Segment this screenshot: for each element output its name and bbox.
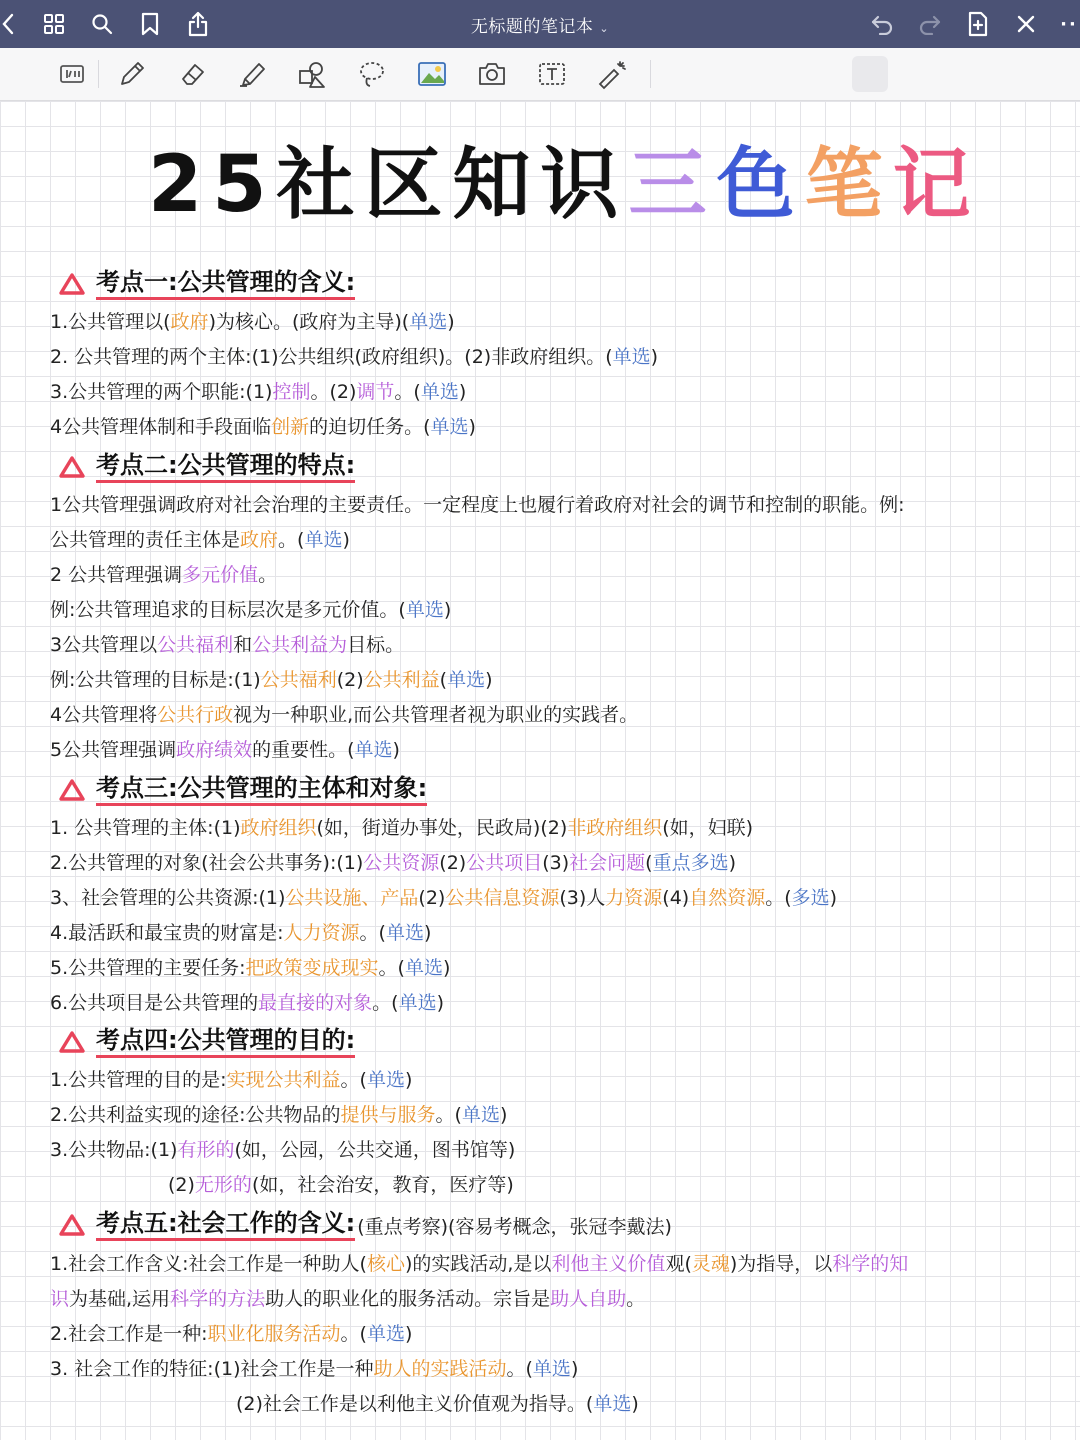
chevron-down-icon: ⌄	[599, 22, 610, 35]
question-type-tag: 重点多选	[652, 852, 729, 874]
note-text: (2)	[168, 1174, 195, 1196]
question-type-tag: 单选	[532, 1358, 571, 1380]
read-only-mode-icon[interactable]	[56, 58, 88, 90]
note-text: 3公共管理以	[50, 634, 158, 656]
section-heading-text: 考点三:公共管理的主体和对象:	[96, 774, 427, 806]
note-text: 。(	[506, 1358, 533, 1380]
note-text: )	[447, 311, 455, 333]
note-text: )	[443, 599, 452, 621]
key-term: 助人自助	[550, 1288, 627, 1310]
key-term: 科学的知	[832, 1253, 909, 1275]
key-term: 政府绩效	[176, 739, 253, 761]
note-text: 观(	[665, 1253, 692, 1275]
key-term: 力资源	[605, 887, 663, 909]
note-text: )	[570, 1358, 579, 1380]
note-line	[50, 1321, 412, 1347]
note-line	[50, 885, 837, 911]
key-term: 调节	[356, 381, 395, 403]
note-line	[50, 920, 431, 946]
question-type-tag: 单选	[447, 669, 486, 691]
note-text: 2 公共管理强调	[50, 564, 183, 586]
key-term: 提供与服务	[340, 1104, 436, 1126]
note-text: 4公共管理体制和手段面临	[50, 416, 272, 438]
section-heading-text: 考点一:公共管理的含义:	[96, 268, 355, 300]
question-type-tag: 单选	[430, 416, 469, 438]
note-text: 。(	[278, 529, 305, 551]
key-term: 识	[50, 1288, 70, 1310]
note-text: )	[650, 346, 659, 368]
key-term: 政府	[240, 529, 279, 551]
section-heading-text: 考点二:公共管理的特点:	[96, 451, 355, 483]
note-text: 助人的职业化的服务活动。宗旨是	[265, 1288, 551, 1310]
note-text: )	[468, 416, 476, 438]
page-title-main: 25社区知识	[148, 140, 629, 230]
note-text: )	[458, 381, 467, 403]
key-term: 公共福利	[260, 669, 337, 691]
camera-icon[interactable]	[476, 58, 508, 90]
image-insert-icon[interactable]	[416, 58, 448, 90]
key-term: 多元价值	[182, 564, 259, 586]
note-text: 。	[258, 564, 278, 586]
note-text: )	[404, 1069, 413, 1091]
note-text: 。(	[340, 1323, 367, 1345]
note-text: 1. 公共管理的主体:(1)	[50, 817, 241, 839]
key-term: 非政府组织	[567, 817, 663, 839]
question-type-tag: 单选	[366, 1323, 405, 1345]
warning-triangle-icon	[58, 455, 86, 479]
note-line	[50, 344, 658, 370]
question-type-tag: 单选	[366, 1069, 405, 1091]
key-term: 助人的实践活动	[373, 1358, 507, 1380]
note-text: 。(2)	[310, 381, 357, 403]
key-term: 核心	[366, 1253, 405, 1275]
note-line	[50, 702, 638, 728]
note-text: 4.最活跃和最宝贵的财富是:	[50, 922, 284, 944]
note-line	[50, 527, 350, 553]
note-text: 3.公共物品:(1)	[50, 1139, 178, 1161]
question-type-tag: 单选	[409, 311, 448, 333]
note-text: )为核心。(政府为主导)(	[208, 311, 410, 333]
section-heading-text: 考点五:社会工作的含义:	[96, 1209, 355, 1241]
key-term: 公共福利	[157, 634, 234, 656]
toolbar-divider	[98, 60, 99, 88]
section-heading	[58, 773, 427, 807]
key-term: 政府组织	[240, 817, 317, 839]
note-line	[236, 1391, 639, 1417]
note-text: 2. 公共管理的两个主体:(1)公共组织(政府组织)。(2)非政府组织。(	[50, 346, 613, 368]
note-line	[50, 562, 277, 588]
note-text: 1.公共管理以(	[50, 311, 171, 333]
key-term: 政府	[170, 311, 209, 333]
note-text: 2.公共管理的对象(社会公共事务):(1)	[50, 852, 364, 874]
top-navigation-bar	[0, 0, 1080, 48]
key-term: 实现公共利益	[226, 1069, 341, 1091]
key-term: 公共行政	[157, 704, 234, 726]
section-heading	[58, 450, 355, 484]
note-text: 6.公共项目是公共管理的	[50, 992, 259, 1014]
note-text: 3.公共管理的两个职能:(1)	[50, 381, 273, 403]
note-line	[168, 1172, 514, 1198]
note-text: 例:公共管理的目标是:(1)	[50, 669, 261, 691]
section-heading-text: 考点四:公共管理的目的:	[96, 1026, 355, 1058]
question-type-tag: 单选	[354, 739, 393, 761]
key-term: 社会问题	[569, 852, 646, 874]
note-text: (如，妇联)	[662, 817, 754, 839]
note-text: (如，公园，公共交通，图书馆等)	[234, 1139, 516, 1161]
note-text: (2)	[439, 852, 467, 874]
note-text: 的迫切任务。(	[309, 416, 431, 438]
more-options-icon[interactable]: ··	[1060, 13, 1078, 35]
note-text: 2.社会工作是一种:	[50, 1323, 208, 1345]
note-text: )	[423, 922, 432, 944]
text-tool-icon[interactable]	[536, 58, 568, 90]
note-text: 1.社会工作含义:社会工作是一种助人(	[50, 1253, 367, 1275]
note-text: 5公共管理强调	[50, 739, 177, 761]
note-text: 视为一种职业,而公共管理者视为职业的实践者。	[233, 704, 639, 726]
note-text: )的实践活动,是以	[404, 1253, 552, 1275]
note-text: )	[485, 669, 493, 691]
note-line	[50, 1102, 507, 1128]
add-page-icon[interactable]	[964, 10, 992, 38]
key-term: 利他主义价值	[551, 1253, 666, 1275]
section-heading	[58, 267, 355, 301]
note-text: 的重要性。(	[252, 739, 355, 761]
key-term: 公共利益	[363, 669, 440, 691]
eraser-tool-icon[interactable]	[176, 58, 208, 90]
note-text: 。	[626, 1288, 646, 1310]
note-text: 目标。	[347, 634, 405, 656]
note-line	[50, 492, 905, 518]
note-line	[50, 955, 450, 981]
redo-icon[interactable]	[916, 10, 944, 38]
warning-triangle-icon	[58, 1030, 86, 1054]
note-text: )	[499, 1104, 508, 1126]
key-term: 人力资源	[283, 922, 360, 944]
note-text: 为基础,运用	[69, 1288, 171, 1310]
note-text: 。(	[372, 992, 399, 1014]
question-type-tag: 单选	[304, 529, 343, 551]
question-type-tag: 单选	[404, 957, 443, 979]
key-term: 无形的	[194, 1174, 252, 1196]
note-text: 。(	[378, 957, 405, 979]
note-line	[50, 737, 400, 763]
lasso-tool-icon[interactable]	[356, 58, 388, 90]
note-text: (2)	[336, 669, 364, 691]
notebook-title-text: 无标题的笔记本	[470, 17, 594, 37]
note-line	[50, 815, 753, 841]
note-text: 2.公共利益实现的途径:公共物品的	[50, 1104, 341, 1126]
note-line	[50, 1286, 645, 1312]
note-text: (3)	[542, 852, 570, 874]
page-title-char: 记	[892, 140, 981, 230]
shape-tool-icon[interactable]	[296, 58, 328, 90]
question-type-tag: 多选	[791, 887, 830, 909]
page-title-char: 三	[628, 140, 717, 230]
note-line	[50, 632, 404, 658]
note-text: (	[439, 669, 448, 691]
note-text: 和	[233, 634, 253, 656]
note-text: )	[728, 852, 737, 874]
pen-tool-icon[interactable]	[116, 58, 148, 90]
undo-icon[interactable]	[868, 10, 896, 38]
note-text: (3)人	[559, 887, 606, 909]
note-text: 。(	[340, 1069, 367, 1091]
note-line	[50, 667, 493, 693]
note-line	[50, 1356, 578, 1382]
note-line	[50, 1067, 412, 1093]
note-text: (	[645, 852, 653, 874]
warning-triangle-icon	[58, 272, 86, 296]
question-type-tag: 单选	[385, 922, 424, 944]
note-line	[50, 1251, 908, 1277]
note-text: )	[829, 887, 838, 909]
notebook-page[interactable]	[0, 101, 1080, 1440]
note-text: )	[436, 992, 445, 1014]
key-term: 自然资源	[689, 887, 766, 909]
note-text: 3、社会管理的公共资源:(1)	[50, 887, 286, 909]
note-text: 。(	[394, 381, 421, 403]
note-text: 1公共管理强调政府对社会治理的主要责任。一定程度上也履行着政府对社会的调节和控制的职能。例:	[50, 494, 905, 516]
key-term: 有形的	[177, 1139, 235, 1161]
page-thumbnail[interactable]	[852, 56, 888, 92]
highlighter-tool-icon[interactable]	[236, 58, 268, 90]
note-line	[50, 1137, 515, 1163]
note-line	[50, 850, 736, 876]
key-term: 最直接的对象	[258, 992, 373, 1014]
note-text: (如，社会治安，教育，医疗等)	[251, 1174, 514, 1196]
key-term: 控制	[272, 381, 311, 403]
key-term: 创新	[271, 416, 310, 438]
note-line	[50, 414, 476, 440]
note-text: (如，街道办事处，民政局)(2)	[316, 817, 568, 839]
note-text: 。(	[765, 887, 792, 909]
note-text: 3. 社会工作的特征:(1)社会工作是一种	[50, 1358, 374, 1380]
question-type-tag: 单选	[398, 992, 437, 1014]
key-term: 灵魂	[691, 1253, 730, 1275]
note-text: )	[442, 957, 451, 979]
note-text: )	[392, 739, 400, 761]
note-text: )	[631, 1393, 639, 1415]
warning-triangle-icon	[58, 778, 86, 802]
note-text: 5.公共管理的主要任务:	[50, 957, 246, 979]
note-line	[50, 990, 444, 1016]
close-icon[interactable]	[1012, 10, 1040, 38]
note-text: 。(	[359, 922, 386, 944]
key-term: 职业化服务活动	[207, 1323, 341, 1345]
note-text: (2)	[418, 887, 446, 909]
page-title-char: 笔	[804, 140, 893, 230]
note-text: (2)社会工作是以利他主义价值观为指导。(	[236, 1393, 594, 1415]
note-text: )为指导，以	[729, 1253, 833, 1275]
note-text: 例:公共管理追求的目标层次是多元价值。(	[50, 599, 406, 621]
toolbar-divider	[650, 60, 651, 88]
note-line	[50, 597, 451, 623]
key-term: 公共信息资源	[445, 887, 560, 909]
note-text: 。(	[435, 1104, 462, 1126]
section-heading	[58, 1208, 672, 1242]
question-type-tag: 单选	[405, 599, 444, 621]
key-term: 公共资源	[363, 852, 440, 874]
warning-triangle-icon	[58, 1213, 86, 1237]
note-text: (4)	[662, 887, 690, 909]
key-term: 科学的方法	[170, 1288, 266, 1310]
note-text: )	[404, 1323, 413, 1345]
page-title-char: 色	[716, 140, 805, 230]
key-term: 公共利益为	[252, 634, 348, 656]
question-type-tag: 单选	[420, 381, 459, 403]
note-text: 4公共管理将	[50, 704, 158, 726]
laser-pointer-icon[interactable]	[596, 58, 628, 90]
page-title	[148, 141, 981, 229]
question-type-tag: 单选	[461, 1104, 500, 1126]
section-heading-note: (重点考察)(容易考概念，张冠李戴法)	[357, 1215, 672, 1238]
note-text: 公共管理的责任主体是	[50, 529, 241, 551]
note-text: 1.公共管理的目的是:	[50, 1069, 227, 1091]
note-line	[50, 379, 466, 405]
drawing-toolbar	[0, 48, 1080, 101]
key-term: 把政策变成现实	[245, 957, 379, 979]
question-type-tag: 单选	[593, 1393, 632, 1415]
note-line	[50, 309, 455, 335]
key-term: 公共项目	[466, 852, 543, 874]
note-text: )	[342, 529, 350, 551]
question-type-tag: 单选	[612, 346, 651, 368]
key-term: 公共设施、产品	[285, 887, 419, 909]
section-heading	[58, 1025, 355, 1059]
